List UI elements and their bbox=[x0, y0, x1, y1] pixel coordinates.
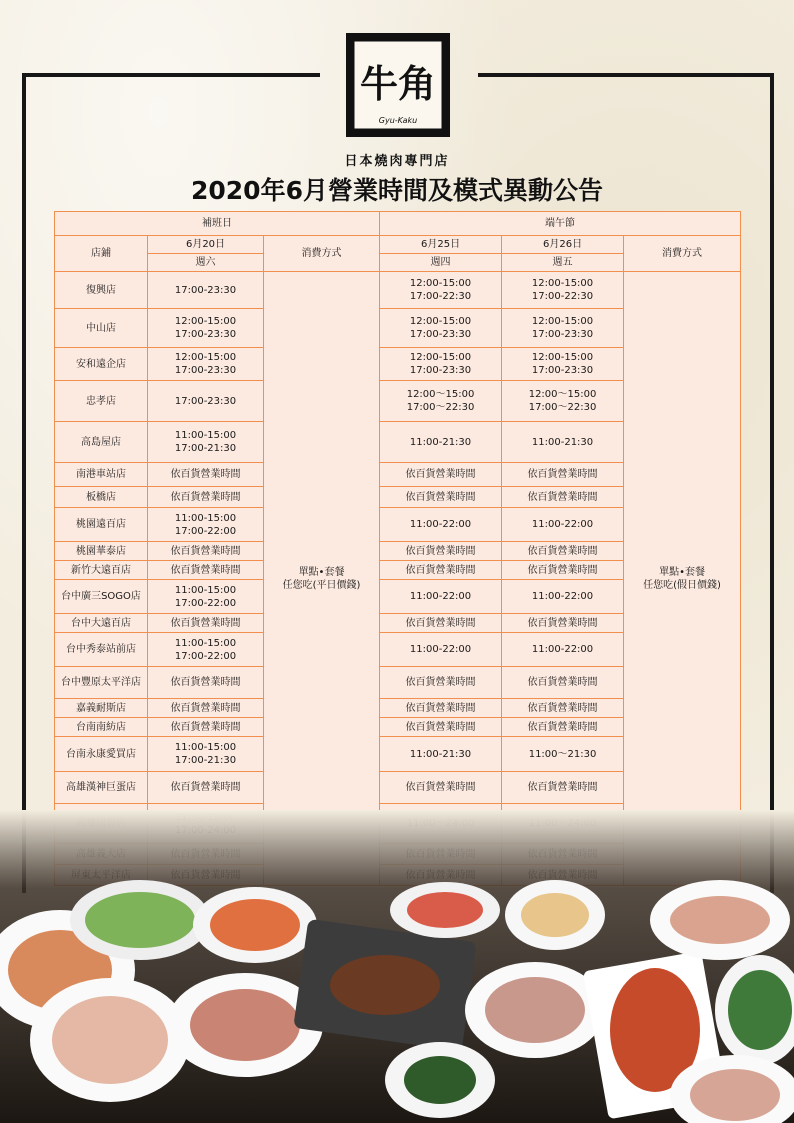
hours-0625-cell: 12:00-15:00 17:00-23:30 bbox=[380, 309, 502, 348]
store-header: 店鋪 bbox=[55, 236, 148, 272]
gyukaku-logo bbox=[346, 33, 450, 137]
hours-0626-cell: 11:00-22:00 bbox=[502, 633, 624, 667]
hours-0620-cell: 11:00-15:00 17:00-21:30 bbox=[148, 422, 264, 463]
hours-0626-cell: 12:00-15:00 17:00-23:30 bbox=[502, 309, 624, 348]
day-header-0625: 週四 bbox=[380, 254, 502, 272]
hours-0626-cell: 11:00～21:30 bbox=[502, 737, 624, 772]
hours-0620-cell: 17:00-23:30 bbox=[148, 272, 264, 309]
hours-0626-cell: 依百貨營業時間 bbox=[502, 699, 624, 718]
store-name-cell: 復興店 bbox=[55, 272, 148, 309]
hours-0625-cell: 11:00-22:00 bbox=[380, 508, 502, 542]
group-header-holiday: 端午節 bbox=[380, 212, 741, 236]
food-photo-collage bbox=[0, 810, 794, 1123]
hours-0626-cell: 依百貨營業時間 bbox=[502, 542, 624, 561]
hours-0620-cell: 依百貨營業時間 bbox=[148, 542, 264, 561]
hours-0620-cell: 依百貨營業時間 bbox=[148, 561, 264, 580]
hours-0620-cell: 11:00-15:00 17:00-22:00 bbox=[148, 580, 264, 614]
store-name-cell: 安和遠企店 bbox=[55, 348, 148, 381]
mode-holiday-cell: 單點•套餐 任您吃(假日價錢) bbox=[624, 272, 741, 886]
hours-0620-cell: 12:00-15:00 17:00-23:30 bbox=[148, 309, 264, 348]
hours-0625-cell: 11:00-21:30 bbox=[380, 737, 502, 772]
store-name-cell: 新竹大遠百店 bbox=[55, 561, 148, 580]
store-name-cell: 台南南紡店 bbox=[55, 718, 148, 737]
store-name-cell: 台中豐原太平洋店 bbox=[55, 667, 148, 699]
store-name-cell: 桃園華泰店 bbox=[55, 542, 148, 561]
hours-0620-cell: 11:00-15:00 17:00-21:30 bbox=[148, 737, 264, 772]
store-name-cell: 台中秀泰站前店 bbox=[55, 633, 148, 667]
hours-0626-cell: 依百貨營業時間 bbox=[502, 487, 624, 508]
store-name-cell: 台中大遠百店 bbox=[55, 614, 148, 633]
schedule-table bbox=[54, 211, 741, 886]
hours-0625-cell: 11:00-22:00 bbox=[380, 633, 502, 667]
hours-0620-cell: 依百貨營業時間 bbox=[148, 772, 264, 804]
hours-0626-cell: 依百貨營業時間 bbox=[502, 772, 624, 804]
hours-0620-cell: 依百貨營業時間 bbox=[148, 463, 264, 487]
hours-0625-cell: 依百貨營業時間 bbox=[380, 542, 502, 561]
mode-header-weekday: 消費方式 bbox=[264, 236, 380, 272]
store-name-cell: 高雄漢神巨蛋店 bbox=[55, 772, 148, 804]
store-name-cell: 桃園遠百店 bbox=[55, 508, 148, 542]
hours-0625-cell: 依百貨營業時間 bbox=[380, 487, 502, 508]
hours-0620-cell: 依百貨營業時間 bbox=[148, 487, 264, 508]
store-name-cell: 中山店 bbox=[55, 309, 148, 348]
hours-0626-cell: 11:00-21:30 bbox=[502, 422, 624, 463]
table-row bbox=[55, 272, 741, 309]
store-name-cell: 台中廣三SOGO店 bbox=[55, 580, 148, 614]
hours-0626-cell: 依百貨營業時間 bbox=[502, 561, 624, 580]
hours-0625-cell: 依百貨營業時間 bbox=[380, 699, 502, 718]
hours-0625-cell: 12:00～15:00 17:00～22:30 bbox=[380, 381, 502, 422]
store-name-cell: 台南永康愛買店 bbox=[55, 737, 148, 772]
group-header-weekday: 補班日 bbox=[55, 212, 380, 236]
date-header-0620: 6月20日 bbox=[148, 236, 264, 254]
store-name-cell: 南港車站店 bbox=[55, 463, 148, 487]
hours-0626-cell: 依百貨營業時間 bbox=[502, 718, 624, 737]
day-header-0626: 週五 bbox=[502, 254, 624, 272]
hours-0620-cell: 11:00-15:00 17:00-22:00 bbox=[148, 633, 264, 667]
hours-0626-cell: 依百貨營業時間 bbox=[502, 614, 624, 633]
hours-0620-cell: 11:00-15:00 17:00-22:00 bbox=[148, 508, 264, 542]
hours-0625-cell: 依百貨營業時間 bbox=[380, 561, 502, 580]
store-name-cell: 忠孝店 bbox=[55, 381, 148, 422]
hours-0620-cell: 依百貨營業時間 bbox=[148, 699, 264, 718]
hours-0625-cell: 11:00-21:30 bbox=[380, 422, 502, 463]
hours-0620-cell: 依百貨營業時間 bbox=[148, 614, 264, 633]
store-name-cell: 嘉義耐斯店 bbox=[55, 699, 148, 718]
hours-0626-cell: 依百貨營業時間 bbox=[502, 667, 624, 699]
logo-romaji: Gyu-Kaku bbox=[378, 116, 418, 125]
hours-0620-cell: 依百貨營業時間 bbox=[148, 667, 264, 699]
hours-0625-cell: 依百貨營業時間 bbox=[380, 614, 502, 633]
hours-0625-cell: 12:00-15:00 17:00-23:30 bbox=[380, 348, 502, 381]
date-header-0625: 6月25日 bbox=[380, 236, 502, 254]
store-name-cell: 板橋店 bbox=[55, 487, 148, 508]
hours-0625-cell: 依百貨營業時間 bbox=[380, 463, 502, 487]
hours-0625-cell: 依百貨營業時間 bbox=[380, 667, 502, 699]
mode-weekday-cell: 單點•套餐 任您吃(平日價錢) bbox=[264, 272, 380, 886]
hours-0620-cell: 12:00-15:00 17:00-23:30 bbox=[148, 348, 264, 381]
tagline: 日本燒肉專門店 bbox=[344, 154, 450, 169]
date-header-0626: 6月26日 bbox=[502, 236, 624, 254]
hours-0626-cell: 依百貨營業時間 bbox=[502, 463, 624, 487]
hours-0626-cell: 11:00-22:00 bbox=[502, 580, 624, 614]
hours-0626-cell: 12:00-15:00 17:00-23:30 bbox=[502, 348, 624, 381]
page-title: 2020年6月營業時間及模式異動公告 bbox=[191, 176, 603, 205]
frame-line-top-left bbox=[22, 73, 320, 77]
hours-0626-cell: 12:00-15:00 17:00-22:30 bbox=[502, 272, 624, 309]
day-header-0620: 週六 bbox=[148, 254, 264, 272]
mode-header-holiday: 消費方式 bbox=[624, 236, 741, 272]
hours-0626-cell: 11:00-22:00 bbox=[502, 508, 624, 542]
frame-line-top-right bbox=[478, 73, 774, 77]
hours-0625-cell: 依百貨營業時間 bbox=[380, 772, 502, 804]
hours-0625-cell: 12:00-15:00 17:00-22:30 bbox=[380, 272, 502, 309]
hours-0625-cell: 依百貨營業時間 bbox=[380, 718, 502, 737]
logo-text: 牛角 bbox=[359, 62, 437, 106]
hours-0620-cell: 17:00-23:30 bbox=[148, 381, 264, 422]
hours-0625-cell: 11:00-22:00 bbox=[380, 580, 502, 614]
store-name-cell: 高島屋店 bbox=[55, 422, 148, 463]
hours-0620-cell: 依百貨營業時間 bbox=[148, 718, 264, 737]
hours-0626-cell: 12:00～15:00 17:00～22:30 bbox=[502, 381, 624, 422]
